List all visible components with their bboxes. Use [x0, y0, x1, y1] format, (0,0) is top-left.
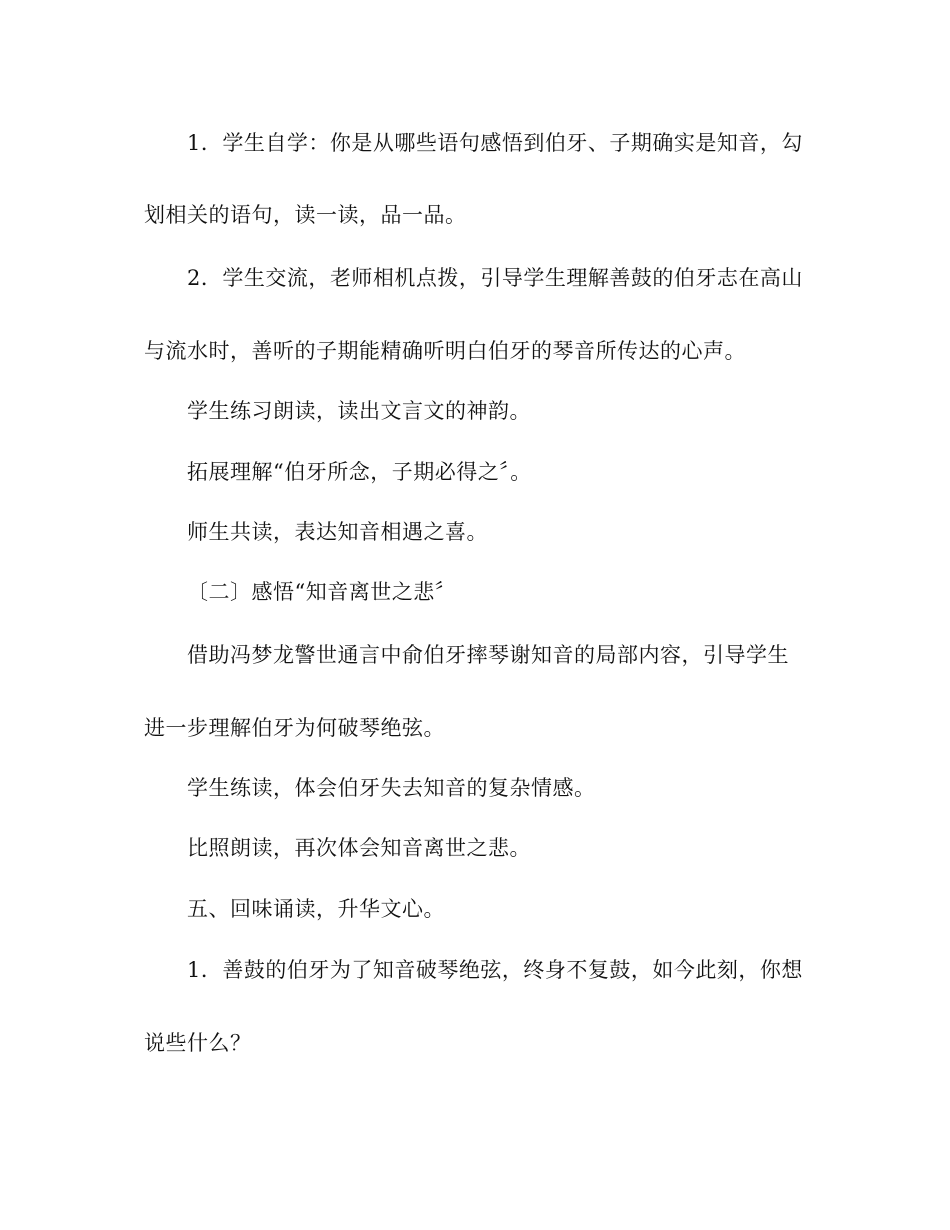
paragraph-line-5: 学生练习朗读，读出文言文的神韵。 [187, 399, 531, 423]
paragraph-line-15: 说些什么？ [144, 1031, 252, 1055]
paragraph-line-2: 划相关的语句，读一读，品一品。 [144, 203, 467, 227]
paragraph-line-12: 比照朗读，再次体会知音离世之悲。 [187, 836, 531, 860]
paragraph-line-1: 1．学生自学：你是从哪些语句感悟到伯牙、子期确实是知音，勾 [187, 131, 803, 155]
paragraph-line-14: 1．善鼓的伯牙为了知音破琴绝弦，终身不复鼓，如今此刻，你想 [187, 958, 803, 982]
paragraph-line-3: 2．学生交流，老师相机点拨，引导学生理解善鼓的伯牙志在高山 [187, 266, 803, 290]
section-heading: 〔二〕感悟“知音离世之悲〞 [187, 580, 457, 604]
paragraph-line-11: 学生练读，体会伯牙失去知音的复杂情感。 [187, 776, 596, 800]
paragraph-line-10: 进一步理解伯牙为何破琴绝弦。 [144, 716, 445, 740]
paragraph-line-7: 师生共读，表达知音相遇之喜。 [187, 520, 488, 544]
section-heading-5: 五、回味诵读，升华文心。 [187, 897, 445, 921]
paragraph-line-6: 拓展理解“伯牙所念，子期必得之〞。 [187, 460, 532, 484]
paragraph-line-9: 借助冯梦龙警世通言中俞伯牙摔琴谢知音的局部内容，引导学生 [187, 643, 789, 667]
paragraph-line-4: 与流水时，善听的子期能精确听明白伯牙的琴音所传达的心声。 [144, 339, 746, 363]
